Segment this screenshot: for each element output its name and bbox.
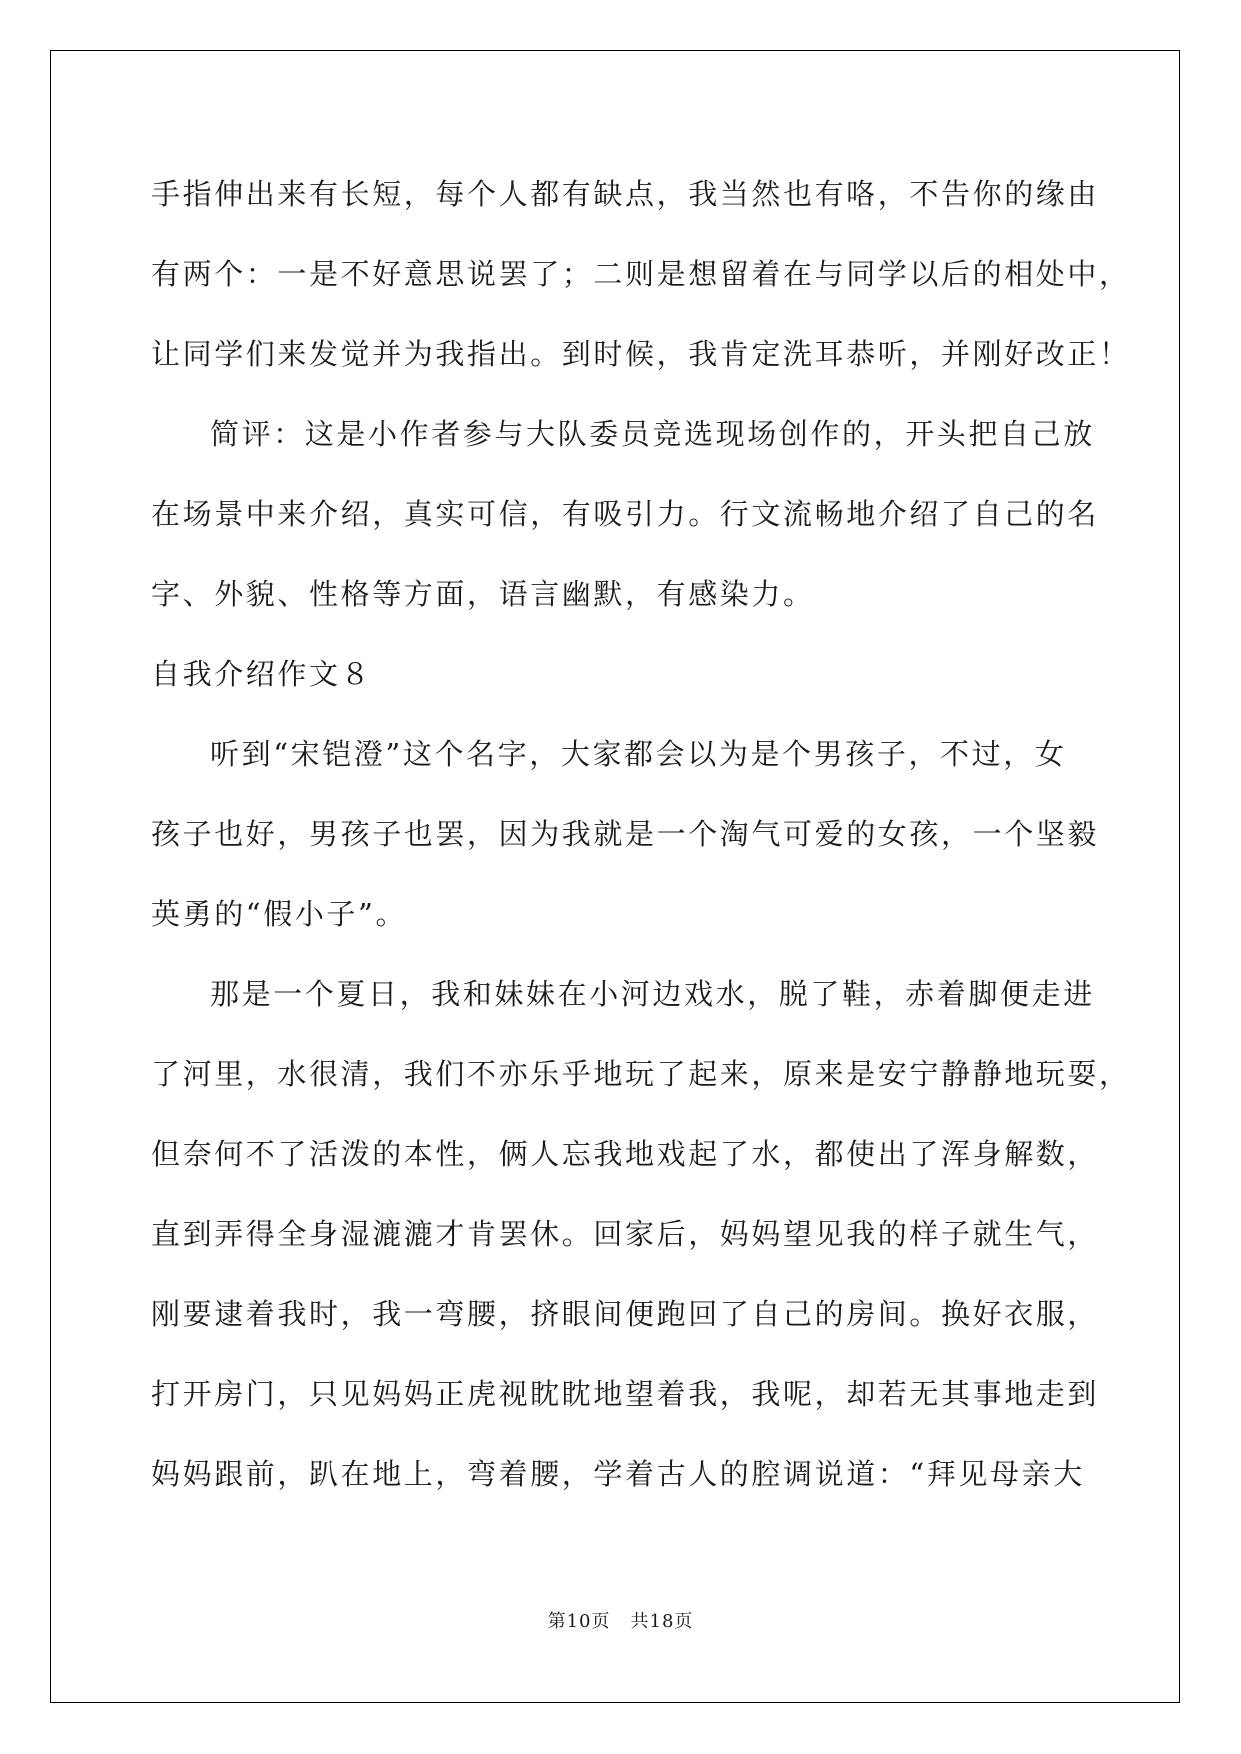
text-line: 刚要逮着我时，我一弯腰，挤眼间便跑回了自己的房间。换好衣服， xyxy=(151,1297,1100,1331)
text-line: 手指伸出来有长短，每个人都有缺点，我当然也有咯，不告你的缘由 xyxy=(151,177,1100,211)
text-line: 有两个：一是不好意思说罢了；二则是想留着在与同学以后的相处中， xyxy=(151,257,1131,291)
page-footer xyxy=(0,1610,1241,1634)
text-line: 了河里，水很清，我们不亦乐乎地玩了起来，原来是安宁静静地玩耍， xyxy=(151,1057,1131,1091)
text-line: 字、外貌、性格等方面，语言幽默，有感染力。 xyxy=(151,577,815,611)
text-line: 英勇的“假小子”。 xyxy=(151,897,408,931)
text-line: 听到“宋铠澄”这个名字，大家都会以为是个男孩子，不过，女 xyxy=(210,737,1067,771)
text-line: 但奈何不了活泼的本性，俩人忘我地戏起了水，都使出了浑身解数， xyxy=(151,1137,1100,1171)
page-total: 共18页 xyxy=(630,1611,694,1632)
text-line: 简评：这是小作者参与大队委员竞选现场创作的，开头把自己放 xyxy=(210,417,1095,451)
page-number: 第10页 xyxy=(547,1611,611,1632)
text-line: 直到弄得全身湿漉漉才肯罢休。回家后，妈妈望见我的样子就生气， xyxy=(151,1217,1100,1251)
text-line: 那是一个夏日，我和妹妹在小河边戏水，脱了鞋，赤着脚便走进 xyxy=(210,977,1095,1011)
text-line: 让同学们来发觉并为我指出。到时候，我肯定洗耳恭听，并刚好改正！ xyxy=(151,337,1131,371)
text-line: 打开房门，只见妈妈正虎视眈眈地望着我，我呢，却若无其事地走到 xyxy=(151,1377,1100,1411)
text-line: 孩子也好，男孩子也罢，因为我就是一个淘气可爱的女孩，一个坚毅 xyxy=(151,817,1100,851)
section-heading: 自我介绍作文８ xyxy=(151,657,373,691)
text-line: 在场景中来介绍，真实可信，有吸引力。行文流畅地介绍了自己的名 xyxy=(151,497,1100,531)
text-line: 妈妈跟前，趴在地上，弯着腰，学着古人的腔调说道：“拜见母亲大 xyxy=(151,1457,1085,1491)
